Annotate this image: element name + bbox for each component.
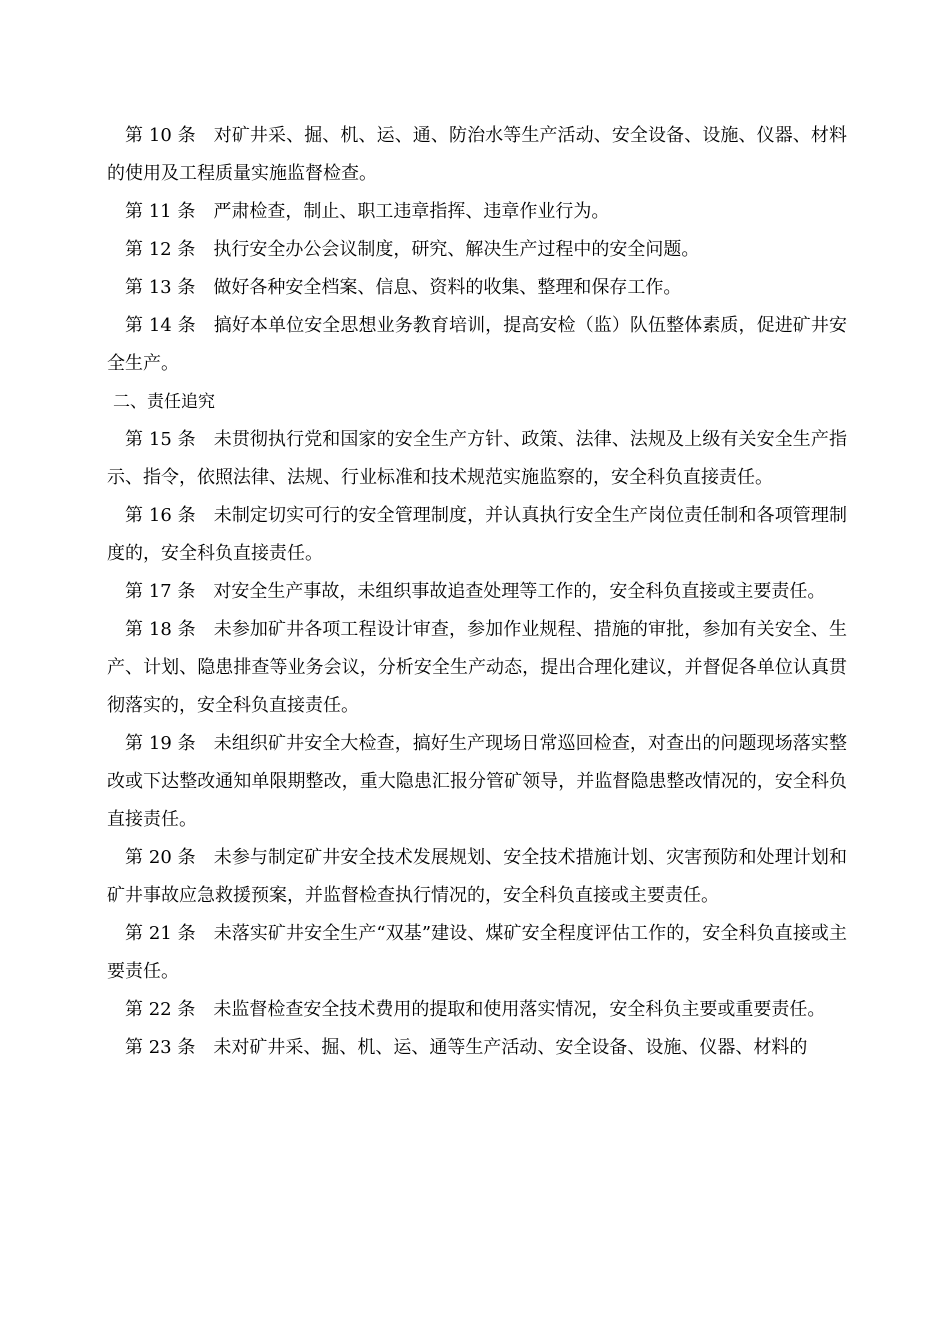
article-number: 第 17 条 xyxy=(125,581,196,602)
article-text: 未制定切实可行的安全管理制度，并认真执行安全生产岗位责任制和各项管理制度的，安全科负直接责任。 xyxy=(107,505,847,564)
article-number: 第 20 条 xyxy=(125,847,196,868)
article-17 xyxy=(107,573,847,611)
article-text: 严肃检查，制止、职工违章指挥、违章作业行为。 xyxy=(213,201,610,222)
article-number: 第 15 条 xyxy=(125,429,196,450)
article-text: 对矿井采、掘、机、运、通、防治水等生产活动、安全设备、设施、仪器、材料的使用及工程质量实施监督检查。 xyxy=(107,125,847,184)
article-text: 未参加矿井各项工程设计审查，参加作业规程、措施的审批，参加有关安全、生产、计划、隐患排查等业务会议，分析安全生产动态，提出合理化建议，并督促各单位认真贯彻落实的，安全科负直接责任。 xyxy=(107,619,847,716)
article-number: 第 13 条 xyxy=(125,277,196,298)
article-text: 对安全生产事故，未组织事故追查处理等工作的，安全科负直接或主要责任。 xyxy=(213,581,826,602)
article-number: 第 11 条 xyxy=(125,201,196,222)
article-number: 第 23 条 xyxy=(125,1037,196,1058)
article-20 xyxy=(107,839,847,915)
article-21 xyxy=(107,915,847,991)
section-heading: 二、责任追究 xyxy=(113,392,215,412)
article-19 xyxy=(107,725,847,839)
article-10 xyxy=(107,117,847,193)
article-15 xyxy=(107,421,847,497)
article-text: 搞好本单位安全思想业务教育培训，提高安检（监）队伍整体素质，促进矿井安全生产。 xyxy=(107,315,847,374)
article-number: 第 16 条 xyxy=(125,505,196,526)
article-text: 未对矿井采、掘、机、运、通等生产活动、安全设备、设施、仪器、材料的 xyxy=(213,1037,808,1058)
article-number: 第 19 条 xyxy=(125,733,196,754)
article-22 xyxy=(107,991,847,1029)
article-13 xyxy=(107,269,847,307)
article-16 xyxy=(107,497,847,573)
article-number: 第 12 条 xyxy=(125,239,196,260)
article-text: 未落实矿井安全生产“双基”建设、煤矿安全程度评估工作的，安全科负直接或主要责任。 xyxy=(107,923,847,982)
article-number: 第 22 条 xyxy=(125,999,196,1020)
article-text: 做好各种安全档案、信息、资料的收集、整理和保存工作。 xyxy=(213,277,682,298)
article-number: 第 18 条 xyxy=(125,619,196,640)
article-text: 未贯彻执行党和国家的安全生产方针、政策、法律、法规及上级有关安全生产指示、指令，依照法律、法规、行业标准和技术规范实施监察的，安全科负直接责任。 xyxy=(107,429,847,488)
article-text: 未组织矿井安全大检查，搞好生产现场日常巡回检查，对查出的问题现场落实整改或下达整改通知单限期整改，重大隐患汇报分管矿领导，并监督隐患整改情况的，安全科负直接责任。 xyxy=(107,733,847,830)
article-18 xyxy=(107,611,847,725)
article-12 xyxy=(107,231,847,269)
document-page xyxy=(107,117,847,1067)
article-number: 第 14 条 xyxy=(125,315,196,336)
article-text: 未参与制定矿井安全技术发展规划、安全技术措施计划、灾害预防和处理计划和矿井事故应急救援预案，并监督检查执行情况的，安全科负直接或主要责任。 xyxy=(107,847,847,906)
article-14 xyxy=(107,307,847,383)
article-number: 第 10 条 xyxy=(125,125,196,146)
article-23 xyxy=(107,1029,847,1067)
article-11 xyxy=(107,193,847,231)
article-text: 执行安全办公会议制度，研究、解决生产过程中的安全问题。 xyxy=(213,239,700,260)
article-text: 未监督检查安全技术费用的提取和使用落实情况，安全科负主要或重要责任。 xyxy=(213,999,826,1020)
article-number: 第 21 条 xyxy=(125,923,196,944)
